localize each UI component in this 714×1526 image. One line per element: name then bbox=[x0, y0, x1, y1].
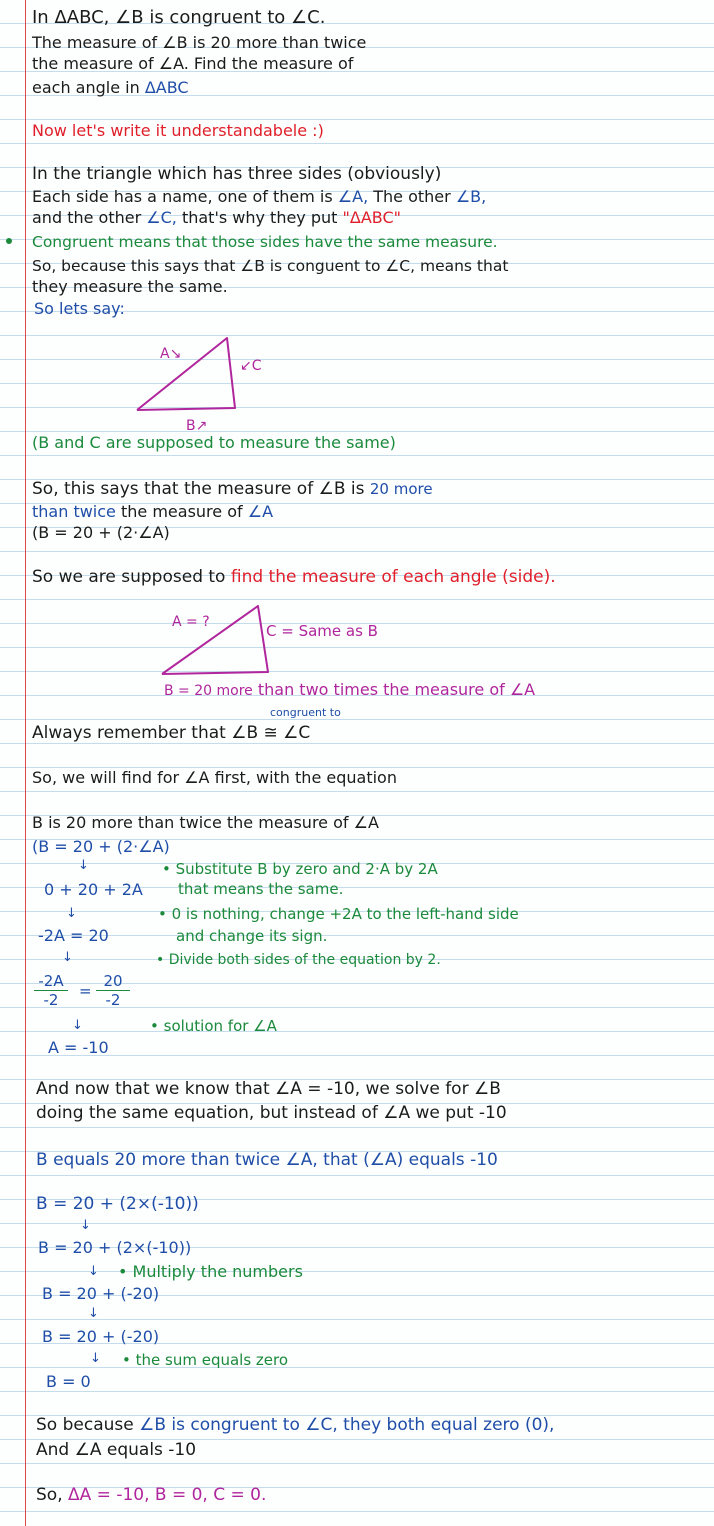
always-remember: Always remember that ∠B ≅ ∠C bbox=[32, 723, 311, 743]
fraction-left: -2A -2 bbox=[34, 972, 68, 1009]
statement-line-1: So, this says that the measure of ∠B is 20 more bbox=[32, 479, 433, 499]
problem-line-1: In ΔABC, ∠B is congruent to ∠C. bbox=[32, 7, 326, 28]
congruent-to-label: congruent to bbox=[270, 706, 341, 719]
solve-b-line-3: B equals 20 more than twice ∠A, that (∠A) equals -10 bbox=[36, 1150, 498, 1170]
equation-step-2: 0 + 20 + 2A bbox=[44, 880, 143, 899]
lets-say: So lets say: bbox=[34, 299, 125, 318]
arrow-down: ↓ bbox=[88, 1306, 99, 1321]
b-equation-2: B = 20 + (2×(-10)) bbox=[38, 1238, 192, 1257]
diagram1-label-b: B↗ bbox=[186, 418, 208, 434]
diagram2-caption: B = 20 more than two times the measure of ∠A bbox=[164, 680, 536, 699]
statement-line-2: than twice the measure of ∠A bbox=[32, 502, 274, 521]
find-a-line: So, we will find for ∠A first, with the equation bbox=[32, 768, 397, 787]
b-equation-5: B = 0 bbox=[46, 1372, 91, 1391]
final-answer: So, ΔA = -10, B = 0, C = 0. bbox=[36, 1485, 267, 1505]
fraction-equals: = bbox=[79, 982, 92, 1000]
diagram1-label-a: A↘ bbox=[160, 346, 182, 362]
intro-line-2: Each side has a name, one of them is ∠A, The other ∠B, bbox=[32, 187, 487, 206]
equation-step-3: -2A = 20 bbox=[38, 926, 109, 945]
margin-line bbox=[25, 0, 26, 1526]
congruent-definition: Congruent means that those sides have the same measure. bbox=[32, 233, 498, 251]
arrow-down: ↓ bbox=[62, 950, 73, 965]
b-equation-4: B = 20 + (-20) bbox=[42, 1327, 160, 1346]
goal-line: So we are supposed to find the measure of each angle (side). bbox=[32, 567, 556, 587]
fraction-right: 20 -2 bbox=[96, 972, 130, 1009]
note-3: • Divide both sides of the equation by 2. bbox=[156, 952, 441, 968]
bullet bbox=[6, 238, 12, 244]
note-sum: • the sum equals zero bbox=[122, 1351, 289, 1369]
equation-step-1: (B = 20 + (2·∠A) bbox=[32, 837, 170, 856]
diagram2-label-a: A = ? bbox=[172, 614, 210, 630]
intro-line-3: and the other ∠C, that's why they put "ΔABC" bbox=[32, 208, 402, 227]
intro-line-6: they measure the same. bbox=[32, 277, 228, 296]
b-equation-1: B = 20 + (2×(-10)) bbox=[36, 1194, 199, 1214]
intro-line-1: In the triangle which has three sides (obviously) bbox=[32, 164, 442, 184]
arrow-down: ↓ bbox=[88, 1264, 99, 1279]
solve-b-line-2: doing the same equation, but instead of ∠A we put -10 bbox=[36, 1103, 507, 1123]
intro-line-5: So, because this says that ∠B is conguent to ∠C, means that bbox=[32, 257, 509, 275]
equation-step-5: A = -10 bbox=[48, 1038, 109, 1057]
conclusion-line-1: So because ∠B is congruent to ∠C, they both equal zero (0), bbox=[36, 1415, 555, 1435]
note-2a: • 0 is nothing, change +2A to the left-hand side bbox=[158, 905, 519, 923]
arrow-down: ↓ bbox=[78, 858, 89, 873]
problem-line-2: The measure of ∠B is 20 more than twice bbox=[32, 33, 367, 52]
solve-b-line-1: And now that we know that ∠A = -10, we solve for ∠B bbox=[36, 1079, 501, 1099]
problem-line-4: each angle in ΔABC bbox=[32, 78, 189, 97]
arrow-down: ↓ bbox=[66, 906, 77, 921]
statement-line-3: (B = 20 + (2·∠A) bbox=[32, 523, 170, 542]
problem-line-3: the measure of ∠A. Find the measure of bbox=[32, 54, 354, 73]
diagram1-caption: (B and C are supposed to measure the same) bbox=[32, 433, 396, 452]
restate-heading: Now let's write it understandabele :) bbox=[32, 121, 324, 140]
note-1b: that means the same. bbox=[178, 880, 344, 898]
triangle-diagram-1 bbox=[130, 330, 250, 420]
diagram2-label-c: C = Same as B bbox=[266, 622, 378, 640]
diagram1-label-c: ↙C bbox=[240, 358, 262, 374]
equation-header: B is 20 more than twice the measure of ∠A bbox=[32, 813, 379, 832]
note-4: • solution for ∠A bbox=[150, 1017, 277, 1035]
note-2b: and change its sign. bbox=[176, 927, 328, 945]
note-1a: • Substitute B by zero and 2·A by 2A bbox=[162, 860, 438, 878]
b-equation-3: B = 20 + (-20) bbox=[42, 1284, 160, 1303]
conclusion-line-2: And ∠A equals -10 bbox=[36, 1440, 197, 1460]
arrow-down: ↓ bbox=[90, 1351, 101, 1366]
arrow-down: ↓ bbox=[72, 1018, 83, 1033]
note-multiply: • Multiply the numbers bbox=[118, 1262, 303, 1281]
arrow-down: ↓ bbox=[80, 1218, 91, 1233]
